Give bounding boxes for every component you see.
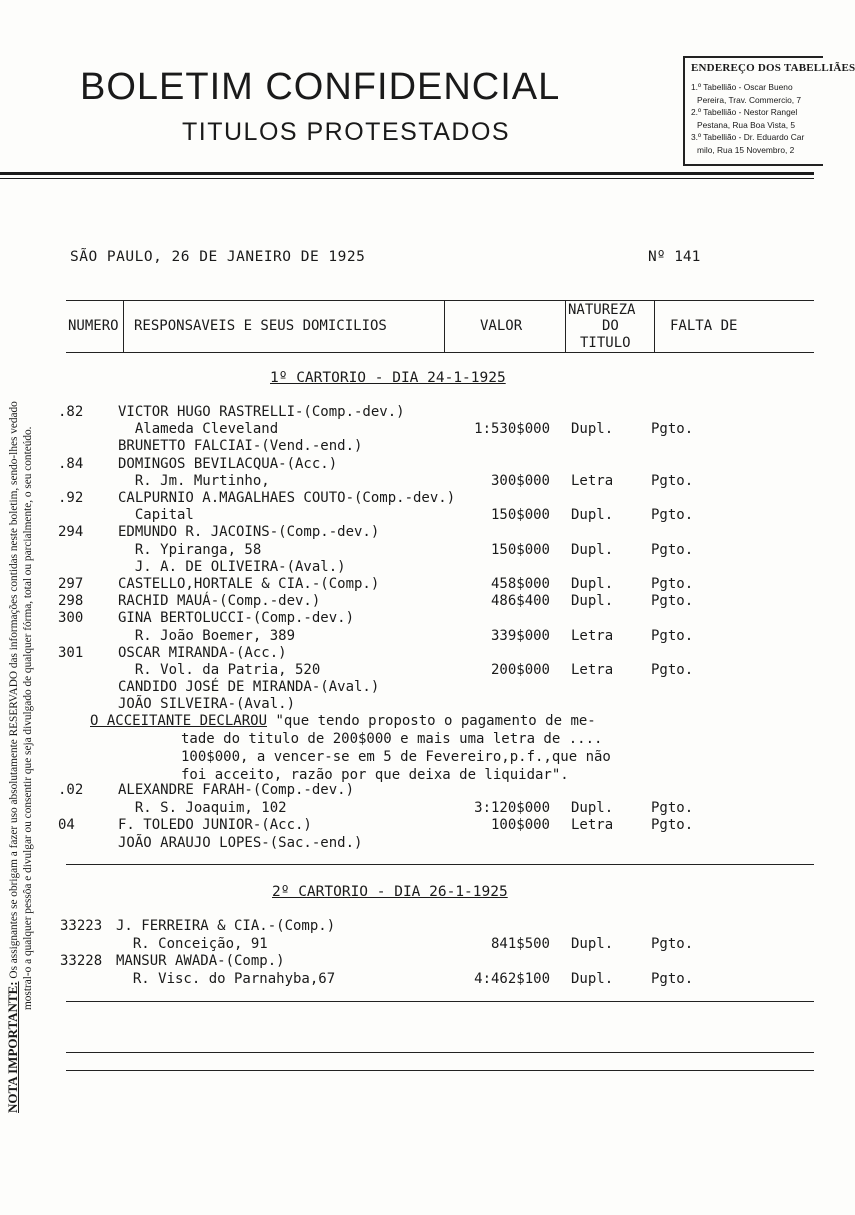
record-reason: Pgto. — [651, 970, 694, 987]
record-nature: Dupl. — [571, 576, 614, 592]
record-value: 100$000 — [490, 817, 550, 833]
notary-line: 2.º Tabellião - Nestor Rangel — [691, 107, 798, 117]
dateline: SÃO PAULO, 26 DE JANEIRO DE 1925 — [70, 249, 366, 265]
record-value: 3:120$000 — [474, 799, 550, 816]
section-heading-2: 2º CARTORIO - DIA 26-1-1925 — [272, 884, 508, 900]
record-nature: Letra — [571, 817, 614, 833]
record-party: Alameda Cleveland — [118, 421, 279, 438]
record-party: R. Jm. Murtinho, — [118, 472, 270, 489]
record-value: 150$000 — [490, 507, 550, 524]
record-number: 04 — [58, 817, 75, 833]
record-reason: Pgto. — [651, 421, 694, 438]
record-value: 458$000 — [490, 576, 550, 592]
notary-line: 3.º Tabellião - Dr. Eduardo Car — [691, 132, 805, 142]
record-number: 33228 — [60, 953, 103, 969]
record-reason: Pgto. — [651, 662, 694, 678]
record-value: 841$500 — [490, 935, 550, 952]
record-number: .02 — [58, 782, 84, 798]
declaration-text: "que tendo proposto o pagamento de me- — [267, 713, 596, 729]
declaration-line: foi acceito, razão por que deixa de liquidar". — [181, 767, 569, 783]
record-nature: Dupl. — [571, 421, 614, 438]
record-nature: Letra — [571, 627, 614, 644]
bulletin-number: Nº 141 — [648, 249, 701, 265]
record-reason: Pgto. — [651, 576, 694, 592]
record-nature: Dupl. — [571, 970, 614, 987]
col-header-responsaveis: RESPONSAVEIS E SEUS DOMICILIOS — [134, 318, 387, 334]
record-number: 300 — [58, 610, 84, 627]
record-number: .84 — [58, 455, 84, 472]
record-nature: Letra — [571, 472, 614, 489]
record-party: J. A. DE OLIVEIRA-(Aval.) — [118, 558, 346, 575]
record-party: GINA BERTOLUCCI-(Comp.-dev.) — [118, 610, 355, 627]
record-number: 294 — [58, 524, 84, 541]
bottom-rule — [66, 1070, 814, 1071]
section-rule — [66, 864, 814, 865]
column-divider — [123, 300, 124, 353]
bottom-rule — [66, 1052, 814, 1053]
record-party: R. Visc. do Parnahyba,67 — [116, 970, 336, 987]
important-note — [6, 243, 35, 1113]
record-party: R. S. Joaquim, 102 — [118, 799, 287, 816]
record-nature: Dupl. — [571, 541, 614, 558]
important-note-line2: mostral-o a qualquer pessôa e divulgar ou consentir que seja divulgado de qualquer fórma, total ou parcialmente, o seu conteúdo. — [21, 426, 34, 1010]
record-party: VICTOR HUGO RASTRELLI-(Comp.-dev.) — [118, 404, 405, 420]
header-rule-thick — [0, 172, 814, 175]
record-value: 150$000 — [490, 541, 550, 558]
notary-line: 1.º Tabellião - Oscar Bueno — [691, 82, 793, 92]
record-number: .82 — [58, 404, 84, 420]
header-rule-thin — [0, 178, 814, 179]
notary-line: milo, Rua 15 Novembro, 2 — [697, 144, 795, 155]
record-party: RACHID MAUÁ-(Comp.-dev.) — [118, 593, 321, 610]
record-party: F. TOLEDO JUNIOR-(Acc.) — [118, 817, 312, 833]
record-reason: Pgto. — [651, 507, 694, 524]
table-header-rule — [66, 352, 814, 353]
record-reason: Pgto. — [651, 817, 694, 833]
col-header-valor: VALOR — [480, 318, 523, 334]
record-party: DOMINGOS BEVILACQUA-(Acc.) — [118, 455, 338, 472]
record-party: Capital — [118, 507, 194, 524]
record-party: EDMUNDO R. JACOINS-(Comp.-dev.) — [118, 524, 380, 541]
record-reason: Pgto. — [651, 627, 694, 644]
record-number: 297 — [58, 576, 84, 592]
record-nature: Letra — [571, 662, 614, 678]
declaration-line: tade do titulo de 200$000 e mais uma letra de .... — [181, 731, 603, 747]
col-header-titulo: TITULO — [580, 335, 631, 351]
record-reason: Pgto. — [651, 935, 694, 952]
record-party: CALPURNIO A.MAGALHAES COUTO-(Comp.-dev.) — [118, 490, 456, 506]
record-reason: Pgto. — [651, 799, 694, 816]
record-party: J. FERREIRA & CIA.-(Comp.) — [116, 918, 336, 934]
record-number: .92 — [58, 490, 84, 506]
record-value: 4:462$100 — [474, 970, 550, 987]
important-note-label: NOTA IMPORTANTE: — [5, 981, 20, 1113]
record-number: 301 — [58, 644, 84, 661]
record-value: 339$000 — [490, 627, 550, 644]
notaries-box-title: ENDEREÇO DOS TABELLIÃES — [691, 62, 855, 74]
bottom-rule — [66, 1001, 814, 1002]
record-nature: Dupl. — [571, 593, 614, 610]
record-party: CASTELLO,HORTALE & CIA.-(Comp.) — [118, 576, 380, 592]
column-divider — [565, 300, 566, 353]
record-party: CANDIDO JOSÉ DE MIRANDA-(Aval.) — [118, 679, 380, 696]
bulletin-title: BOLETIM CONFIDENCIAL — [80, 66, 561, 108]
column-divider — [654, 300, 655, 353]
record-value: 200$000 — [490, 662, 550, 678]
record-party: JOÃO ARAUJO LOPES-(Sac.-end.) — [118, 834, 363, 851]
section-heading-1: 1º CARTORIO - DIA 24-1-1925 — [270, 370, 506, 386]
record-nature: Dupl. — [571, 507, 614, 524]
col-header-numero: NUMERO — [68, 318, 119, 334]
record-party: R. Conceição, 91 — [116, 935, 268, 952]
bulletin-subtitle: TITULOS PROTESTADOS — [182, 118, 511, 146]
record-number: 298 — [58, 593, 84, 610]
record-reason: Pgto. — [651, 593, 694, 610]
record-party: JOÃO SILVEIRA-(Aval.) — [118, 696, 296, 713]
notary-line: Pereira, Trav. Commercio, 7 — [697, 94, 802, 105]
column-divider — [444, 300, 445, 353]
record-reason: Pgto. — [651, 541, 694, 558]
col-header-do: DO — [602, 318, 619, 334]
record-number: 33223 — [60, 918, 103, 934]
notaries-address-box — [683, 56, 855, 166]
record-nature: Dupl. — [571, 935, 614, 952]
col-header-natureza: NATUREZA — [568, 302, 636, 318]
declaration-line: 100$000, a vencer-se em 5 de Fevereiro,p.f.,que não — [181, 749, 611, 765]
important-note-line1: Os assignantes se obrigam a fazer uso absolutamente RESERVADO das informações contidas neste boletim, sendo-lhes vedado — [8, 401, 20, 982]
declaration-note — [90, 713, 596, 729]
declaration-label: O ACCEITANTE DECLAROU — [90, 713, 268, 729]
record-party: R. Vol. da Patria, 520 — [118, 662, 321, 678]
record-party: ALEXANDRE FARAH-(Comp.-dev.) — [118, 782, 355, 798]
record-party: R. João Boemer, 389 — [118, 627, 296, 644]
record-party: BRUNETTO FALCIAI-(Vend.-end.) — [118, 438, 363, 455]
table-top-rule — [66, 300, 814, 301]
record-party: MANSUR AWADA-(Comp.) — [116, 953, 285, 969]
record-reason: Pgto. — [651, 472, 694, 489]
record-party: OSCAR MIRANDA-(Acc.) — [118, 644, 287, 661]
col-header-falta: FALTA DE — [670, 318, 738, 334]
record-party: R. Ypiranga, 58 — [118, 541, 262, 558]
record-value: 300$000 — [490, 472, 550, 489]
record-nature: Dupl. — [571, 799, 614, 816]
record-value: 486$400 — [490, 593, 550, 610]
record-value: 1:530$000 — [474, 421, 550, 438]
notary-line: Pestana, Rua Boa Vista, 5 — [697, 119, 796, 130]
